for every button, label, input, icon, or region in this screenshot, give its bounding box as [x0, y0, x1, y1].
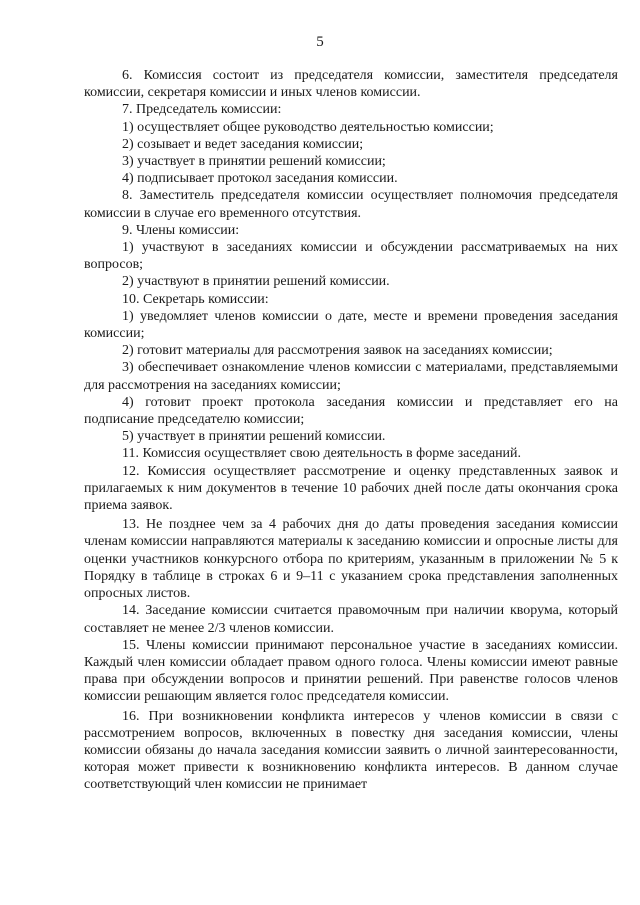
paragraph-16: 16. При возникновении конфликта интересов у членов комиссии в связи с рассмотрением вопросов, включенных в повестку дня заседания комиссии, члены комиссии обязаны до начала заседания комиссии заявить о личной заинтересованности, которая может привести к возникновению конфликта интересов. В данном случае соответствующий член комиссии не принимает	[84, 708, 618, 793]
list-item-10-1: 1) уведомляет членов комиссии о дате, месте и времени проведения заседания комиссии;	[84, 308, 618, 342]
list-item-10-2: 2) готовит материалы для рассмотрения заявок на заседаниях комиссии;	[122, 343, 553, 359]
list-item-7-1: 1) осуществляет общее руководство деятельностью комиссии;	[122, 119, 494, 135]
document-body	[84, 67, 618, 794]
paragraph-14: 14. Заседание комиссии считается правомочным при наличии кворума, который составляет не менее 2/3 членов комиссии.	[84, 603, 618, 636]
page-number: 5	[316, 34, 324, 50]
paragraph-7: 7. Председатель комиссии:	[122, 102, 282, 118]
paragraph-13: 13. Не позднее чем за 4 рабочих дня до даты проведения заседания комиссии членам комиссии направляются материалы к заседанию комиссии и опросные листы для оценки участников конкурсного отбора по критериям, указанным в приложении № 5 к Порядку в таблице в строках 6 и 9–11 с указанием срока представления заполненных опросных листов.	[84, 517, 618, 602]
list-item-10-4: 4) готовит проект протокола заседания комиссии и представляет его на подписание председателю комиссии;	[84, 394, 618, 428]
list-item-9-1: 1) участвуют в заседаниях комиссии и обсуждении рассматриваемых на них вопросов;	[84, 240, 618, 273]
list-item-7-4: 4) подписывает протокол заседания комиссии.	[122, 171, 398, 187]
list-item-10-3: 3) обеспечивает ознакомление членов комиссии с материалами, представляемыми для рассмотрения на заседаниях комиссии;	[84, 360, 618, 393]
paragraph-10: 10. Секретарь комиссии:	[122, 291, 269, 307]
paragraph-15: 15. Члены комиссии принимают персональное участие в заседаниях комиссии. Каждый член комиссии обладает правом одного голоса. Члены комиссии имеют равные права при обсуждении вопросов и принятии решений. При равенстве голосов членов комиссии решающим является голос председателя комиссии.	[84, 637, 618, 705]
paragraph-8: 8. Заместитель председателя комиссии осуществляет полномочия председателя комиссии в случае его временного отсутствия.	[84, 188, 618, 221]
list-item-9-2: 2) участвуют в принятии решений комиссии.	[122, 274, 390, 290]
list-item-10-5: 5) участвует в принятии решений комиссии.	[122, 429, 386, 445]
paragraph-6: 6. Комиссия состоит из председателя комиссии, заместителя председателя комиссии, секретаря комиссии и иных членов комиссии.	[84, 68, 618, 101]
paragraph-9: 9. Члены комиссии:	[122, 222, 240, 238]
paragraph-12: 12. Комиссия осуществляет рассмотрение и оценку представленных заявок и прилагаемых к ним документов в течение 10 рабочих дней после даты окончания срока приема заявок.	[84, 463, 618, 514]
list-item-7-2: 2) созывает и ведет заседания комиссии;	[122, 136, 364, 152]
list-item-7-3: 3) участвует в принятии решений комиссии;	[122, 154, 386, 170]
paragraph-11: 11. Комиссия осуществляет свою деятельность в форме заседаний.	[122, 446, 522, 462]
